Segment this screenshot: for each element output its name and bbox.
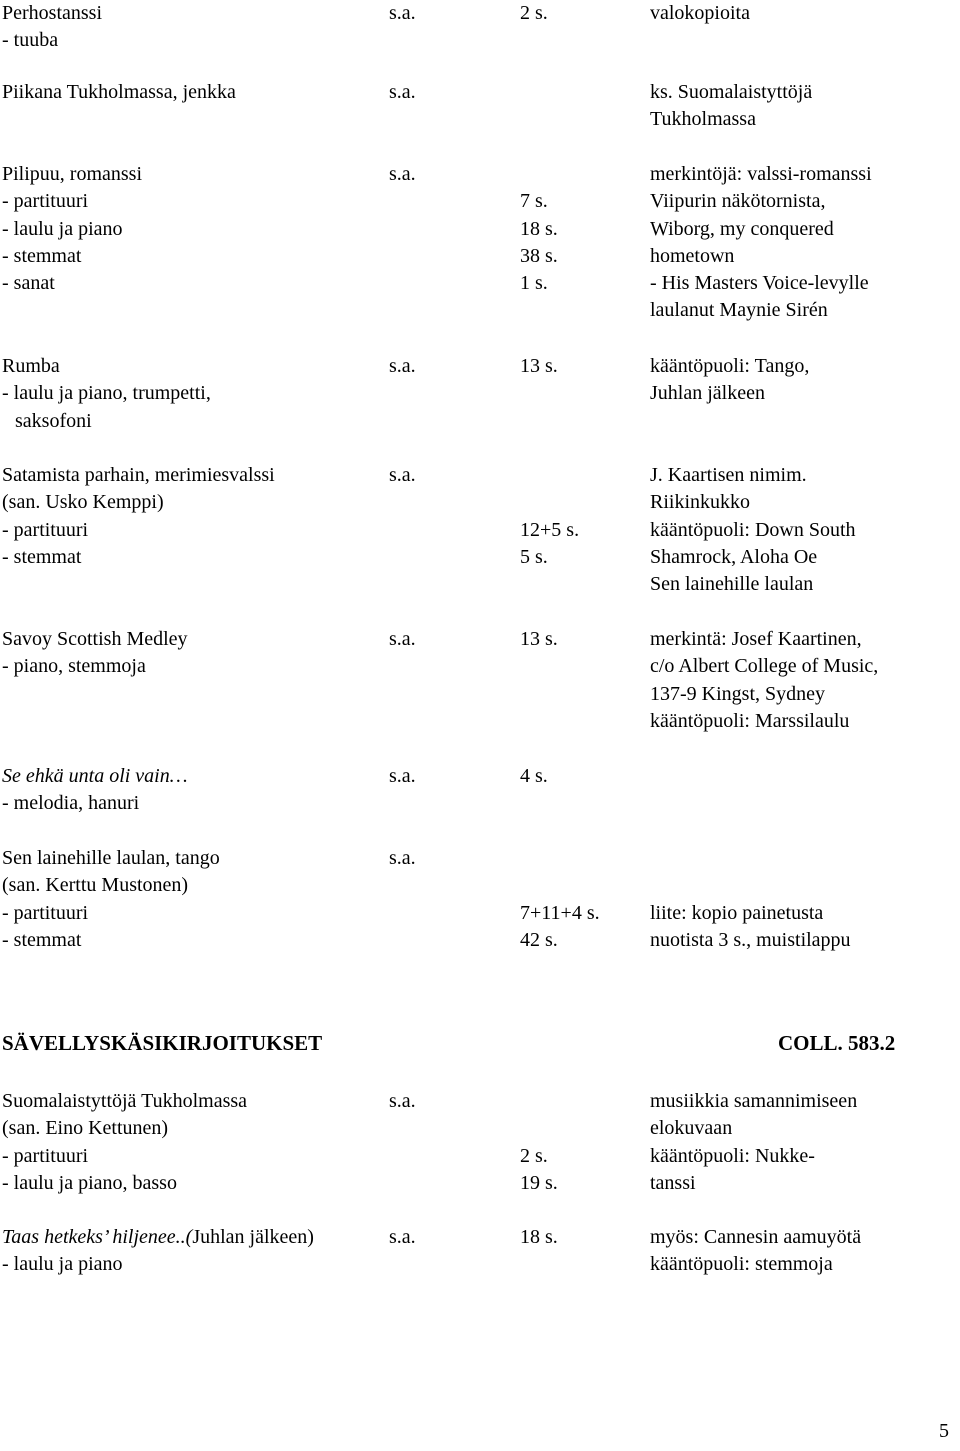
entry-note: 137-9 Kingst, Sydney xyxy=(650,682,825,705)
entry-detail: - laulu ja piano xyxy=(2,217,123,240)
entry-note: Shamrock, Aloha Oe xyxy=(650,545,818,568)
entry-note: myös: Cannesin aamuyötä xyxy=(650,1226,862,1248)
entry-pages: 4 s. xyxy=(520,765,548,787)
entry-note: merkintöjä: valssi-romanssi xyxy=(650,163,872,185)
entry-detail: - stemmat xyxy=(2,928,82,951)
entry-detail: (san. Usko Kemppi) xyxy=(2,491,164,514)
entry-line xyxy=(0,353,960,380)
entry-detail: - laulu ja piano, basso xyxy=(2,1171,177,1194)
entry-note: hometown xyxy=(650,244,735,267)
entry-detail: - laulu ja piano xyxy=(2,1253,123,1276)
catalog-entry xyxy=(0,462,960,598)
entry-detail: - stemmat xyxy=(2,545,82,568)
entry-line xyxy=(0,489,960,516)
entry-line xyxy=(0,408,960,435)
entry-note: valokopioita xyxy=(650,2,750,24)
page-number: 5 xyxy=(939,1420,949,1442)
entry-detail: - piano, stemmoja xyxy=(2,655,146,678)
entry-detail: - laulu ja piano, trumpetti, xyxy=(2,382,211,405)
entry-pages: 7 s. xyxy=(520,190,548,213)
catalog-entry xyxy=(0,0,960,55)
entry-pages: 42 s. xyxy=(520,928,558,951)
entry-line xyxy=(0,872,960,899)
entry-line xyxy=(0,243,960,270)
entry-pages: 38 s. xyxy=(520,244,558,267)
entry-title: Savoy Scottish Medley xyxy=(2,628,188,650)
entry-line xyxy=(0,1115,960,1142)
entry-line xyxy=(0,845,960,872)
entry-line xyxy=(0,626,960,653)
catalog-entry xyxy=(0,845,960,954)
entry-pages: 5 s. xyxy=(520,545,548,568)
section-heading: SÄVELLYSKÄSIKIRJOITUKSET xyxy=(2,1031,323,1055)
entry-date: s.a. xyxy=(389,1226,416,1248)
entry-note: - His Masters Voice-levylle xyxy=(650,272,869,295)
entry-line xyxy=(0,462,960,489)
entry-pages: 13 s. xyxy=(520,628,558,650)
entry-note: J. Kaartisen nimim. xyxy=(650,464,807,486)
entry-note: ks. Suomalaistyttöjä xyxy=(650,81,813,103)
entry-detail: saksofoni xyxy=(15,409,92,432)
entry-line xyxy=(0,188,960,215)
entry-date: s.a. xyxy=(389,628,416,650)
entry-pages: 13 s. xyxy=(520,355,558,377)
entry-note: Wiborg, my conquered xyxy=(650,217,834,240)
entry-title: Pilipuu, romanssi xyxy=(2,163,143,185)
entry-date: s.a. xyxy=(389,355,416,377)
entry-title: Perhostanssi xyxy=(2,2,102,24)
collection-code: COLL. 583.2 xyxy=(778,1031,896,1055)
catalog-entry xyxy=(0,626,960,735)
entry-line xyxy=(0,216,960,243)
entry-note: kääntöpuoli: Down South xyxy=(650,518,856,541)
entry-line xyxy=(0,681,960,708)
catalog-entry xyxy=(0,763,960,818)
entry-note: Riikinkukko xyxy=(650,491,751,514)
entry-title: Rumba xyxy=(2,355,60,377)
entry-line xyxy=(0,106,960,133)
entry-detail: - partituuri xyxy=(2,518,89,541)
entry-note: c/o Albert College of Music, xyxy=(650,655,879,678)
entry-title-rest: Juhlan jälkeen) xyxy=(192,1226,314,1248)
entry-pages: 1 s. xyxy=(520,272,548,295)
entry-title: Piikana Tukholmassa, jenkka xyxy=(2,81,236,103)
entry-line xyxy=(0,900,960,927)
entry-note: merkintä: Josef Kaartinen, xyxy=(650,628,862,650)
entry-date: s.a. xyxy=(389,1090,416,1112)
entry-date: s.a. xyxy=(389,2,416,24)
catalog-entry xyxy=(0,79,960,134)
entry-title: Satamista parhain, merimiesvalssi xyxy=(2,464,275,486)
entry-line xyxy=(0,927,960,954)
entry-title: Sen lainehille laulan, tango xyxy=(2,847,220,869)
entry-pages: 19 s. xyxy=(520,1171,558,1194)
entry-note: elokuvaan xyxy=(650,1117,733,1140)
entry-note: kääntöpuoli: Marssilaulu xyxy=(650,709,850,732)
entry-line xyxy=(0,79,960,106)
entry-detail: - stemmat xyxy=(2,244,82,267)
entry-title-italic: Taas hetkeks’ hiljenee..( xyxy=(2,1226,193,1248)
entry-line xyxy=(0,27,960,54)
entry-pages: 18 s. xyxy=(520,217,558,240)
entry-note: kääntöpuoli: stemmoja xyxy=(650,1253,833,1276)
entry-note: kääntöpuoli: Tango, xyxy=(650,355,810,377)
entry-detail: (san. Eino Kettunen) xyxy=(2,1117,169,1140)
entry-line xyxy=(0,297,960,324)
entry-title: Suomalaistyttöjä Tukholmassa xyxy=(2,1090,248,1112)
entry-line xyxy=(0,380,960,407)
entry-date: s.a. xyxy=(389,81,416,103)
entry-title: Se ehkä unta oli vain… xyxy=(2,765,188,787)
entry-pages: 7+11+4 s. xyxy=(520,901,600,924)
entry-title xyxy=(2,1224,314,1251)
entry-line xyxy=(0,270,960,297)
entry-date: s.a. xyxy=(389,163,416,185)
entry-date: s.a. xyxy=(389,765,416,787)
entry-line xyxy=(0,0,960,27)
entry-line xyxy=(0,708,960,735)
entry-note: tanssi xyxy=(650,1171,696,1194)
entry-note: Sen lainehille laulan xyxy=(650,573,814,596)
entry-date: s.a. xyxy=(389,464,416,486)
entry-detail: - tuuba xyxy=(2,29,59,52)
entry-line xyxy=(0,1143,960,1170)
entry-line xyxy=(0,571,960,598)
entry-detail: - sanat xyxy=(2,272,55,295)
entry-detail: - partituuri xyxy=(2,901,89,924)
entry-line xyxy=(0,763,960,790)
entry-note: Juhlan jälkeen xyxy=(650,382,765,405)
entry-line xyxy=(0,1251,960,1278)
catalog-entry xyxy=(0,353,960,435)
entry-line xyxy=(0,1088,960,1115)
entry-note: musiikkia samannimiseen xyxy=(650,1090,858,1112)
entry-detail: - partituuri xyxy=(2,1144,89,1167)
entry-note: Viipurin näkötornista, xyxy=(650,190,826,213)
entry-pages: 18 s. xyxy=(520,1226,558,1248)
entry-note: laulanut Maynie Sirén xyxy=(650,299,828,322)
entry-detail: - melodia, hanuri xyxy=(2,792,140,815)
catalog-entry xyxy=(0,1224,960,1279)
entry-note: nuotista 3 s., muistilappu xyxy=(650,928,851,951)
entry-date: s.a. xyxy=(389,847,416,869)
entry-line xyxy=(0,790,960,817)
entry-line xyxy=(0,1224,960,1251)
entry-line xyxy=(0,1170,960,1197)
entry-note: Tukholmassa xyxy=(650,108,756,131)
entry-line xyxy=(0,161,960,188)
catalog-entry xyxy=(0,161,960,325)
catalog-entry xyxy=(0,1088,960,1197)
entry-detail: (san. Kerttu Mustonen) xyxy=(2,874,189,897)
entry-detail: - partituuri xyxy=(2,190,89,213)
entry-note: liite: kopio painetusta xyxy=(650,901,824,924)
entry-pages: 12+5 s. xyxy=(520,518,580,541)
entry-note: kääntöpuoli: Nukke- xyxy=(650,1144,815,1167)
entry-line xyxy=(0,653,960,680)
entry-pages: 2 s. xyxy=(520,2,548,24)
entry-pages: 2 s. xyxy=(520,1144,548,1167)
entry-line xyxy=(0,544,960,571)
entry-line xyxy=(0,517,960,544)
